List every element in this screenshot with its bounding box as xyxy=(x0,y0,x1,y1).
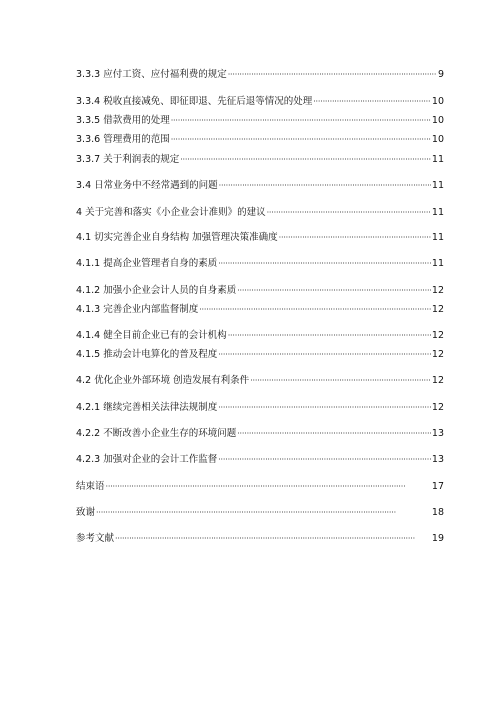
toc-entry-title: 致谢 xyxy=(76,507,96,518)
toc-entry-title: 4.2.2 不断改善小企业生存的环境问题 xyxy=(76,428,237,439)
toc-dot-leader xyxy=(96,506,431,520)
toc-entry xyxy=(76,303,444,317)
toc-entry-title: 4.1.2 加强小企业会计人员的自身素质 xyxy=(76,285,237,296)
toc-entry-page: 19 xyxy=(431,533,444,544)
toc-entry-title: 3.4 日常业务中不经常遇到的问题 xyxy=(76,180,218,191)
toc-entry-page: 10 xyxy=(431,115,444,126)
toc-dot-leader xyxy=(250,374,431,388)
toc-entry xyxy=(76,401,444,415)
toc-entry-title: 4.2.3 加强对企业的会计工作监督 xyxy=(76,454,218,465)
toc-entry xyxy=(76,68,444,82)
toc-entry-title: 3.3.3 应付工资、应付福利费的规定 xyxy=(76,69,227,80)
toc-entry xyxy=(76,374,444,388)
toc-entry-title: 4.1.5 推动会计电算化的普及程度 xyxy=(76,349,218,360)
toc-entry-page: 13 xyxy=(431,454,444,465)
toc-entry xyxy=(76,179,444,193)
toc-dot-leader xyxy=(218,401,431,415)
toc-dot-leader xyxy=(199,303,431,317)
toc-entry-title: 3.3.4 税收直接减免、即征即退、先征后退等情况的处理 xyxy=(76,96,313,107)
toc-dot-leader xyxy=(219,179,431,193)
toc-dot-leader xyxy=(171,133,431,147)
toc-entry-page: 12 xyxy=(431,349,444,360)
toc-entry-page: 18 xyxy=(431,507,444,518)
toc-entry-page: 10 xyxy=(431,134,444,145)
toc-entry-title: 4.2 优化企业外部环境 创造发展有利条件 xyxy=(76,375,250,386)
toc-entry-title: 4 关于完善和落实《小企业会计准则》的建议 xyxy=(76,207,266,218)
toc-dot-leader xyxy=(218,453,431,467)
toc-entry xyxy=(76,532,444,546)
toc-entry xyxy=(76,206,444,220)
toc-dot-leader xyxy=(228,68,437,82)
toc-entry-page: 12 xyxy=(431,330,444,341)
toc-entry xyxy=(76,257,444,271)
toc-entry xyxy=(76,231,444,245)
toc-entry-page: 9 xyxy=(437,69,444,80)
toc-dot-leader xyxy=(267,206,431,220)
toc-entry xyxy=(76,133,444,147)
toc-entry-title: 4.2.1 继续完善相关法律法规制度 xyxy=(76,402,218,413)
toc-entry-title: 结束语 xyxy=(76,481,105,492)
toc-entry xyxy=(76,114,444,128)
toc-entry-title: 4.1.4 健全目前企业已有的会计机构 xyxy=(76,330,227,341)
toc-dot-leader xyxy=(106,480,431,494)
toc-entry-page: 11 xyxy=(431,180,444,191)
toc-entry-title: 3.3.7 关于利润表的规定 xyxy=(76,154,180,165)
toc-entry xyxy=(76,506,444,520)
toc-entry-title: 参考文献 xyxy=(76,533,115,544)
toc-dot-leader xyxy=(218,348,431,362)
toc-entry xyxy=(76,284,444,298)
toc-entry-page: 13 xyxy=(431,428,444,439)
toc-entry-title: 4.1.1 提高企业管理者自身的素质 xyxy=(76,258,218,269)
toc-entry xyxy=(76,153,444,167)
toc-entry-title: 4.1 切实完善企业自身结构 加强管理决策准确度 xyxy=(76,232,278,243)
toc-dot-leader xyxy=(228,329,431,343)
toc-entry-page: 17 xyxy=(431,481,444,492)
toc-entry xyxy=(76,329,444,343)
toc-entry-title: 3.3.5 借款费用的处理 xyxy=(76,115,170,126)
toc-entry-page: 12 xyxy=(431,304,444,315)
toc-entry-page: 12 xyxy=(431,402,444,413)
toc-dot-leader xyxy=(237,427,431,441)
toc-dot-leader xyxy=(171,114,431,128)
toc-entry xyxy=(76,95,444,109)
toc-dot-leader xyxy=(279,231,431,245)
toc-entry-title: 4.1.3 完善企业内部监督制度 xyxy=(76,304,199,315)
toc-entry-title: 3.3.6 管理费用的范围 xyxy=(76,134,170,145)
toc-entry-page: 12 xyxy=(431,375,444,386)
toc-entry-page: 11 xyxy=(431,207,444,218)
toc-dot-leader xyxy=(180,153,431,167)
toc-dot-leader xyxy=(115,532,431,546)
toc-entry-page: 12 xyxy=(431,285,444,296)
toc-entry-page: 11 xyxy=(431,232,444,243)
toc-entry-page: 11 xyxy=(431,258,444,269)
toc-dot-leader xyxy=(313,95,431,109)
toc-dot-leader xyxy=(237,284,431,298)
toc-entry-page: 11 xyxy=(431,154,444,165)
toc-entry xyxy=(76,480,444,494)
toc-entry xyxy=(76,453,444,467)
toc-entry xyxy=(76,348,444,362)
toc-entry xyxy=(76,427,444,441)
toc-dot-leader xyxy=(218,257,431,271)
toc-entry-page: 10 xyxy=(431,96,444,107)
